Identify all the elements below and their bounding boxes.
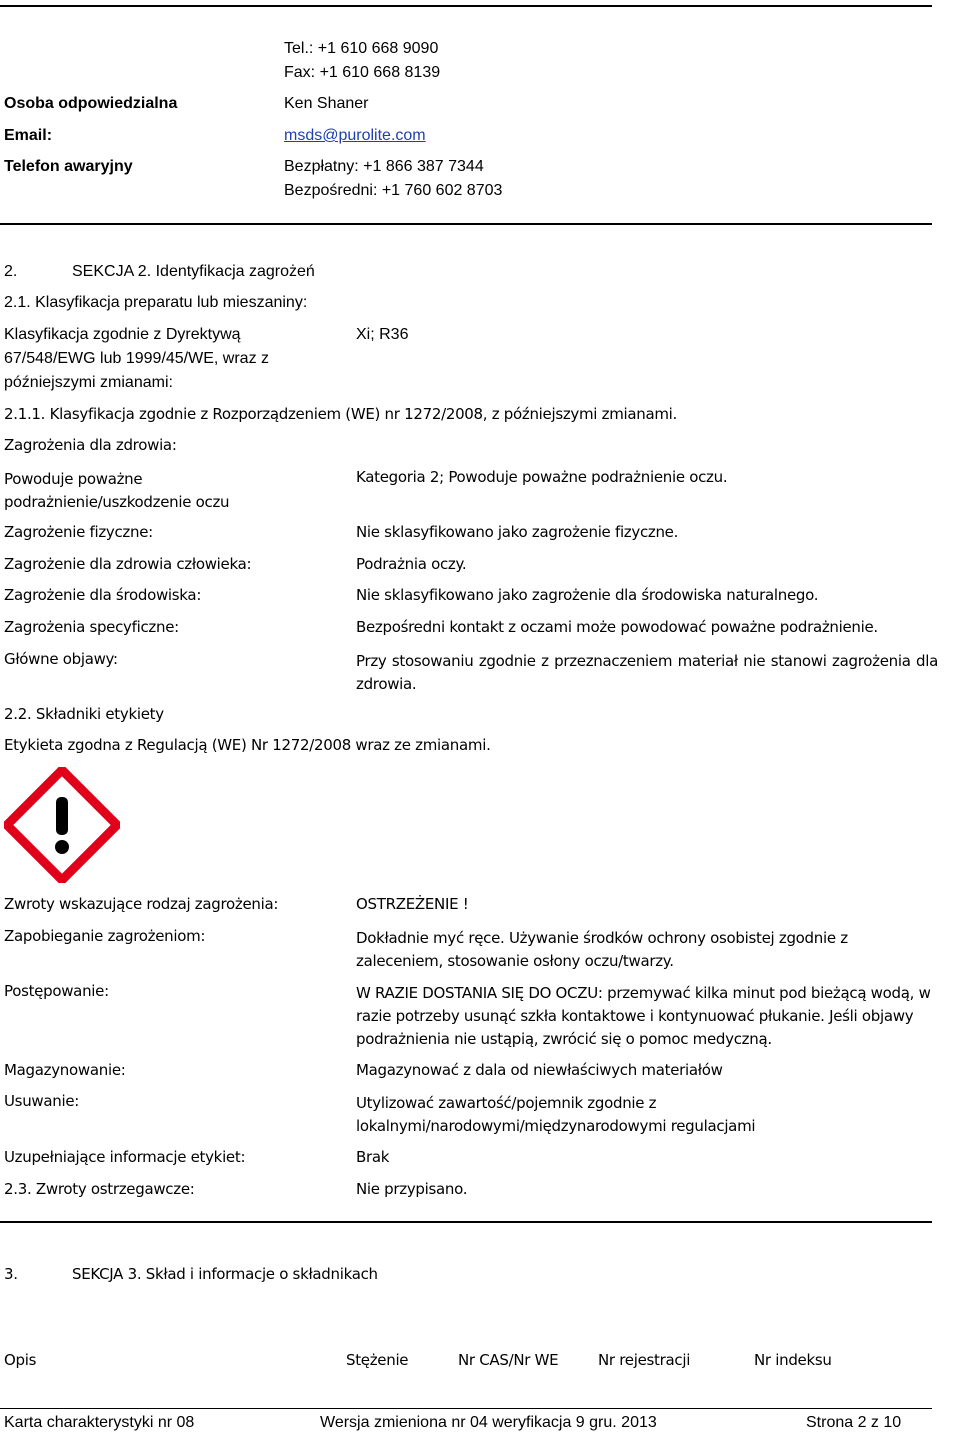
table-header-cell: Opis <box>4 1351 37 1369</box>
label-row-label: Zapobieganie zagrożeniom: <box>4 927 206 945</box>
label-regulation: Etykieta zgodna z Regulacją (WE) Nr 1272/2008 wraz ze zmianami. <box>4 736 491 754</box>
table-header-cell: Stężenie <box>346 1351 409 1369</box>
label-row-value: Utylizować zawartość/pojemnik zgodnie z lokalnymi/narodowymi/międzynarodowymi regulacjami <box>356 1094 756 1135</box>
health-hazards-heading: Zagrożenia dla zdrowia: <box>4 436 177 454</box>
dsd-label-line3: późniejszymi zmianami: <box>4 374 173 391</box>
hazard-row-label: Zagrożenie fizyczne: <box>4 523 153 541</box>
hazard-row-value: Nie sklasyfikowano jako zagrożenie fizyczne. <box>356 523 679 541</box>
hazard-row-value: Przy stosowaniu zgodnie z przeznaczeniem materiał nie stanowi zagrożenia dla zdrowia. <box>356 652 938 693</box>
label-row-value: Nie przypisano. <box>356 1180 468 1198</box>
label-row-label: Magazynowanie: <box>4 1061 126 1079</box>
email-label: Email: <box>4 127 53 144</box>
label-row-value: Dokładnie myć ręce. Używanie środków ochrony osobistej zgodnie z zaleceniem, stosowanie osłony oczu/twarzy. <box>356 929 848 970</box>
email-link[interactable]: msds@purolite.com <box>284 127 426 144</box>
hazard-row-label: Zagrożenia specyficzne: <box>4 618 179 636</box>
hazard-row-label: Powoduje poważne podrażnienie/uszkodzenie oczu <box>4 470 230 511</box>
subsection-2-2: 2.2. Składniki etykiety <box>4 705 164 723</box>
section2-number: 2. <box>4 263 18 280</box>
table-header-cell: Nr rejestracji <box>598 1351 691 1369</box>
subsection-2-1: 2.1. Klasyfikacja preparatu lub mieszaniny: <box>4 294 308 311</box>
dsd-value: Xi; R36 <box>356 326 409 343</box>
hazard-row-value: Bezpośredni kontakt z oczami może powodować poważne podrażnienie. <box>356 618 878 636</box>
section-rule <box>0 223 932 225</box>
top-rule <box>0 5 932 7</box>
hazard-row-value: Nie sklasyfikowano jako zagrożenie dla środowiska naturalnego. <box>356 586 819 604</box>
responsible-value: Ken Shaner <box>284 95 369 112</box>
section3-title-rest: . Skład i informacje o składnikach <box>136 1265 378 1283</box>
responsible-label: Osoba odpowiedzialna <box>4 95 178 112</box>
contact-fax: Fax: +1 610 668 8139 <box>284 64 441 81</box>
label-row-label: 2.3. Zwroty ostrzegawcze: <box>4 1180 195 1198</box>
dsd-label-line1: Klasyfikacja zgodnie z Dyrektywą <box>4 326 241 343</box>
footer-right: Strona 2 z 10 <box>806 1414 902 1431</box>
hazard-row-value: Podrażnia oczy. <box>356 555 467 573</box>
label-row-value: Brak <box>356 1148 390 1166</box>
hazard-row-value: Kategoria 2; Powoduje poważne podrażnienie oczu. <box>356 468 728 486</box>
emergency-direct: Bezpośredni: +1 760 602 8703 <box>284 182 503 199</box>
emergency-free: Bezpłatny: +1 866 387 7344 <box>284 158 484 175</box>
ghs07-exclamation-mark-icon <box>4 767 120 883</box>
table-header-cell: Nr CAS/Nr WE <box>458 1351 559 1369</box>
label-row-value: W RAZIE DOSTANIA SIĘ DO OCZU: przemywać kilka minut pod bieżącą wodą, w razie potrzeby usunąć szkła kontaktowe i kontynuować płukanie. Jeśli objawy podrażnienia nie ustąpią, zwrócić się o pomoc medyczną. <box>356 984 931 1048</box>
section2-title: SEKCJA 2. Identyfikacja zagrożeń <box>72 263 315 280</box>
label-row-label: Usuwanie: <box>4 1092 80 1110</box>
label-row-value: Magazynować z dala od niewłaściwych materiałów <box>356 1061 723 1079</box>
section3-title-bold: SEKCJA 3 <box>72 1265 137 1283</box>
label-row-label: Uzupełniające informacje etykiet: <box>4 1148 246 1166</box>
footer-center: Wersja zmieniona nr 04 weryfikacja 9 gru. 2013 <box>320 1414 657 1431</box>
footer-rule <box>0 1408 932 1409</box>
label-row-value: OSTRZEŻENIE ! <box>356 895 469 913</box>
subsection-2-1-1: 2.1.1. Klasyfikacja zgodnie z Rozporządzeniem (WE) nr 1272/2008, z późniejszymi zmianami. <box>4 405 678 423</box>
label-row-label: Zwroty wskazujące rodzaj zagrożenia: <box>4 895 279 913</box>
section3-title <box>72 1265 378 1283</box>
table-header-cell: Nr indeksu <box>754 1351 832 1369</box>
footer-left: Karta charakterystyki nr 08 <box>4 1414 195 1431</box>
hazard-row-label: Główne objawy: <box>4 650 118 668</box>
contact-tel: Tel.: +1 610 668 9090 <box>284 40 439 57</box>
emergency-label: Telefon awaryjny <box>4 158 133 175</box>
hazard-row-label: Zagrożenie dla zdrowia człowieka: <box>4 555 252 573</box>
section3-number: 3. <box>4 1265 18 1283</box>
section-rule <box>0 1221 932 1223</box>
label-row-label: Postępowanie: <box>4 982 109 1000</box>
hazard-row-label: Zagrożenie dla środowiska: <box>4 586 202 604</box>
dsd-label-line2: 67/548/EWG lub 1999/45/WE, wraz z <box>4 350 270 367</box>
